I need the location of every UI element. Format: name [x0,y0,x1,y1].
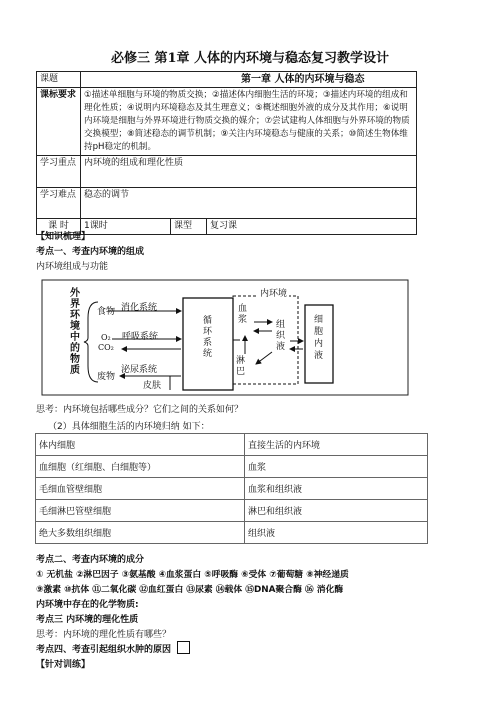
o2-label: O₂ [101,333,111,342]
table-cell: 绝大多数组织细胞 [36,522,245,544]
components-question: 内环境中存在的化学物质: [36,600,139,610]
table-cell: 淋巴和组织液 [245,500,428,522]
table-cell: 血细胞（红细胞、白细胞等） [36,456,245,478]
components-line-1: ① 无机盐 ②淋巴因子 ③氨基酸 ④血浆蛋白 ⑤呼吸酶 ⑥受体 ⑦葡萄糖 ⑧神经递质 [36,570,349,580]
table-cell: 血浆 [245,456,428,478]
key-points-label: 学习重点 [37,156,81,188]
difficulty-value: 稳态的调节 [81,188,417,219]
key-points-value: 内环境的组成和理化性质 [81,156,417,188]
table-row [36,478,428,500]
respiratory-label: 呼吸系统 [122,332,159,342]
difficulty-label: 学习难点 [37,188,81,219]
arrow-tissue-lymph [256,352,272,364]
type-label: 课型 [171,219,207,235]
table-cell: 毛细血管壁细胞 [36,478,245,500]
item-2: （2）具体细胞生活的内环境归纳 如下： [48,422,210,432]
cell-environment-table [35,433,428,544]
outer-env-label: 外界环境中的物质 [70,288,80,376]
skin-label: 皮肤 [143,381,162,391]
inner-env-label: 内环境 [258,286,289,299]
diagram-brace [84,302,98,382]
section-kp3: 考点三 内环境的理化性质 [36,615,139,625]
table-cell: 组织液 [245,522,428,544]
table-row [36,522,428,544]
circulation-label: 循环系统 [203,316,213,359]
table-row [36,500,428,522]
waste-label: 废物 [97,372,116,382]
think-question-2: 思考：内环境的理化性质有哪些？ [36,630,172,640]
hours-value: 1课时 [81,219,171,235]
topic-label: 课题 [37,72,81,88]
topic-value: 第一章 人体的内环境与稳态 [81,72,417,88]
table-cell: 毛细淋巴管壁细胞 [36,500,245,522]
requirements-label: 课标要求 [37,88,81,156]
components-line-2: ⑨激素 ⑩抗体 ⑪二氧化碳 ⑫血红蛋白 ⑬尿素 ⑭载体 ⑮DNA聚合酶 ⑯ 消化酶 [36,585,344,595]
tissue-fluid-label: 组织液 [276,320,286,352]
section-kp4: 考点四、考查引起组织水肿的原因 [36,645,172,655]
page-title: 必修三 第1章 人体的内环境与稳态复习教学设计 [110,51,390,66]
think-question-1: 思考：内环境包括哪些成分？它们之间的关系如何？ [36,405,244,415]
section-kp1: 考点一、考查内环境的组成 [36,247,145,257]
urinary-label: 泌尿系统 [121,365,158,375]
type-value: 复习课 [207,219,417,235]
digestive-label: 消化系统 [121,303,158,313]
food-label: 食物 [97,307,116,317]
requirements-text: ①描述单细胞与环境的物质交换；②描述体内细胞生活的环境；③描述内环境的组成和理化性质；④说明内环境稳态及其生理意义；⑤概述细胞外液的成分及其作用；⑥说明内环境是细胞与外界环境进行物质交换的媒介；⑦尝试建构人体细胞与外界环境的物质交换模型；⑧简述稳态的调节机制；⑨关注内环境稳态与健康的关系；⑩简述生物体维持pH稳定的机制。 [81,88,417,156]
section-kp2: 考点二、考查内环境的成分 [36,555,145,565]
section-training: 【针对训练】 [36,660,91,670]
table-cell: 血浆和组织液 [245,478,428,500]
section-kp1-sub: 内环境组成与功能 [36,262,109,272]
section-knowledge: 【知识梳理】 [36,232,91,242]
answer-box [177,641,190,654]
table-row [36,456,428,478]
table2-header: 体内细胞 [36,434,245,456]
co2-label: CO₂ [98,343,114,352]
lymph-label: 淋巴 [236,356,246,377]
intracellular-label: 细胞内液 [314,315,324,361]
hours-label: 课 时 [37,219,81,235]
plasma-label: 血浆 [238,304,248,325]
table2-header: 直接生活的内环境 [245,434,428,456]
